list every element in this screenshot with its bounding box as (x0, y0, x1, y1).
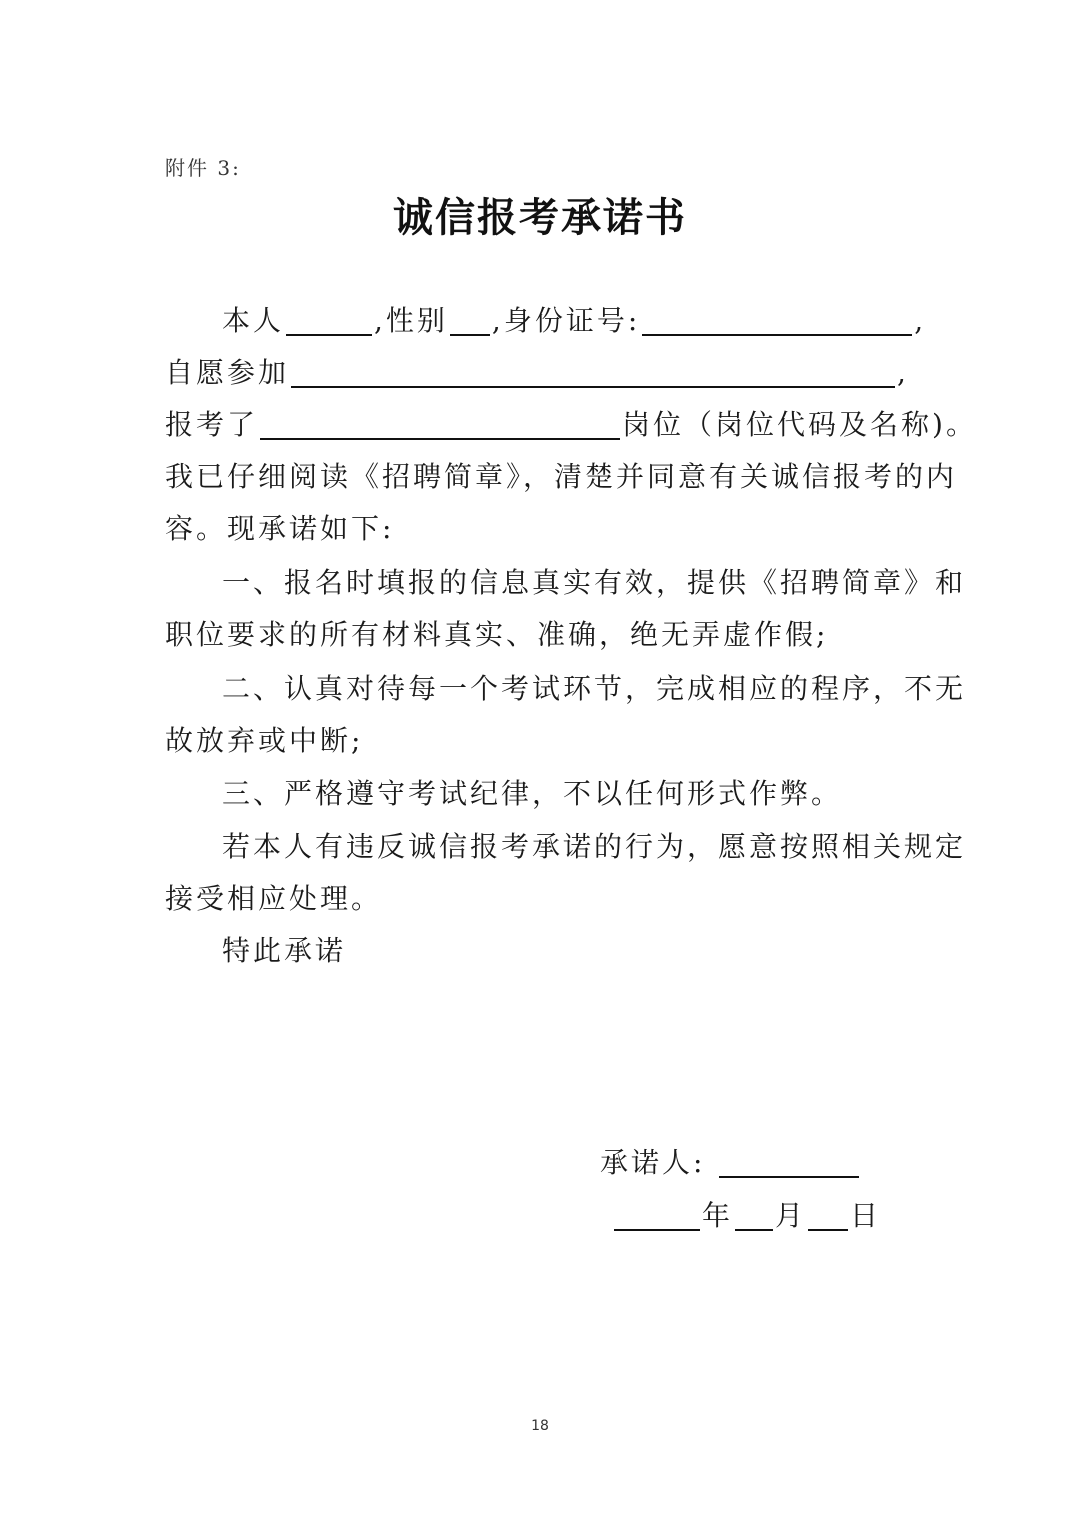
intro-line-1 (222, 304, 926, 338)
intro-text: ,性别 (374, 304, 448, 337)
date-line (612, 1199, 881, 1233)
commitment-item-1-cont: 职位要求的所有材料真实、准确，绝无弄虚作假; (165, 618, 829, 651)
gender-blank (450, 306, 490, 336)
intro-text: 报考了 (165, 408, 259, 441)
day-blank (808, 1201, 848, 1231)
position-blank (260, 410, 620, 440)
signature-line (600, 1146, 861, 1180)
month-blank (735, 1201, 773, 1231)
intro-text: , (897, 356, 909, 389)
attachment-label: 附件 3: (165, 156, 241, 180)
closing-line-2: 接受相应处理。 (165, 882, 383, 915)
closing-line-3: 特此承诺 (222, 934, 347, 967)
document-title: 诚信报考承诺书 (393, 195, 687, 241)
intro-text: 自愿参加 (165, 356, 290, 389)
commitment-item-1: 一、报名时填报的信息真实有效，提供《招聘简章》和 (222, 566, 967, 599)
signer-label: 承诺人: (600, 1146, 706, 1179)
closing-line-1: 若本人有违反诚信报考承诺的行为，愿意按照相关规定 (222, 830, 967, 863)
intro-text: 岗位（岗位代码及名称)。 (622, 408, 977, 441)
intro-line-4: 我已仔细阅读《招聘简章》，清楚并同意有关诚信报考的内 (165, 460, 958, 493)
intro-line-5: 容。现承诺如下: (165, 512, 395, 545)
page-number: 18 (531, 1418, 549, 1434)
intro-text: ,身份证号: (491, 304, 641, 337)
year-label: 年 (702, 1199, 734, 1232)
intro-text: 本人 (222, 304, 285, 337)
commitment-item-2-cont: 故放弃或中断; (165, 724, 364, 757)
id-number-blank (642, 306, 912, 336)
year-blank (614, 1201, 700, 1231)
commitment-item-3: 三、严格遵守考试纪律，不以任何形式作弊。 (222, 777, 843, 810)
intro-line-3 (165, 408, 977, 442)
signer-blank (719, 1148, 859, 1178)
intro-text: , (914, 304, 927, 337)
exam-name-blank (291, 358, 895, 388)
commitment-item-2: 二、认真对待每一个考试环节，完成相应的程序，不无 (222, 672, 967, 705)
intro-line-2 (165, 356, 909, 390)
month-label: 月 (775, 1199, 807, 1232)
day-label: 日 (850, 1199, 882, 1232)
name-blank (286, 306, 372, 336)
